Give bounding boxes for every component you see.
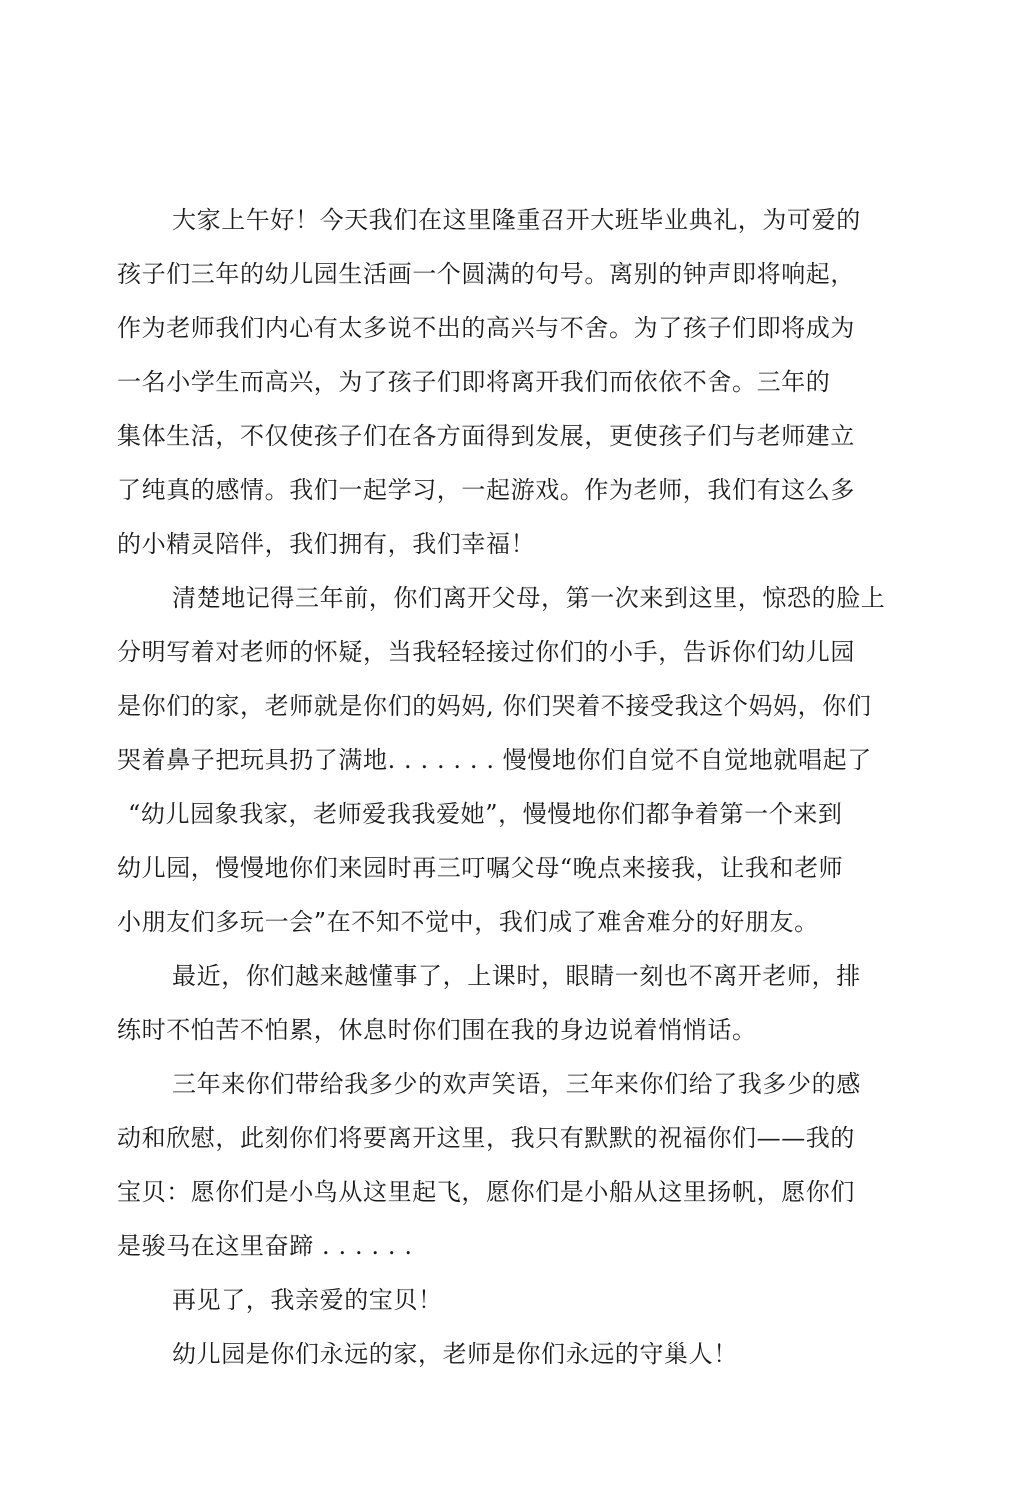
paragraph-2-line-1: 清楚地记得三年前，你们离开父母，第一次来到这里，惊恐的脸上 [172,584,886,612]
paragraph-4-line-4: 是骏马在这里奋蹄 . . . . . . [117,1232,413,1260]
paragraph-5-line-1: 再见了，我亲爱的宝贝！ [172,1286,443,1314]
paragraph-2-line-3: 是你们的家，老师就是你们的妈妈, 你们哭着不接受我这个妈妈，你们 [117,692,872,720]
paragraph-1-line-6: 了纯真的感情。我们一起学习，一起游戏。作为老师，我们有这么多 [117,476,855,504]
paragraph-1-line-4: 一名小学生而高兴，为了孩子们即将离开我们而依依不舍。三年的 [117,368,831,396]
paragraph-3-line-2: 练时不怕苦不怕累，休息时你们围在我的身边说着悄悄话。 [117,1016,757,1044]
paragraph-1-line-5: 集体生活，不仅使孩子们在各方面得到发展，更使孩子们与老师建立 [117,422,855,450]
paragraph-1-line-1: 大家上午好！今天我们在这里隆重召开大班毕业典礼，为可爱的 [172,206,861,234]
paragraph-4-line-1: 三年来你们带给我多少的欢声笑语，三年来你们给了我多少的感 [172,1070,861,1098]
paragraph-1-line-7: 的小精灵陪伴，我们拥有，我们幸福！ [117,530,536,558]
paragraph-4-line-3: 宝贝：愿你们是小鸟从这里起飞，愿你们是小船从这里扬帆，愿你们 [117,1178,855,1206]
paragraph-4-line-2: 动和欣慰，此刻你们将要离开这里，我只有默默的祝福你们——我的 [117,1124,855,1152]
paragraph-2-line-6: 幼儿园，慢慢地你们来园时再三叮嘱父母“晚点来接我，让我和老师 [117,854,844,882]
paragraph-2-line-2: 分明写着对老师的怀疑，当我轻轻接过你们的小手，告诉你们幼儿园 [117,638,855,666]
paragraph-2-line-5: “幼儿园象我家，老师爱我我爱她”，慢慢地你们都争着第一个来到 [128,800,843,828]
paragraph-2-line-7: 小朋友们多玩一会”在不知不觉中，我们成了难舍难分的好朋友。 [117,908,819,936]
paragraph-1-line-2: 孩子们三年的幼儿园生活画一个圆满的句号。离别的钟声即将响起， [117,260,855,288]
paragraph-6-line-1: 幼儿园是你们永远的家，老师是你们永远的守巢人！ [172,1340,738,1368]
paragraph-2-line-4: 哭着鼻子把玩具扔了满地. . . . . . . 慢慢地你们自觉不自觉地就唱起了 [117,746,872,774]
paragraph-1-line-3: 作为老师我们内心有太多说不出的高兴与不舍。为了孩子们即将成为 [117,314,855,342]
paragraph-3-line-1: 最近，你们越来越懂事了，上课时，眼睛一刻也不离开老师，排 [172,962,861,990]
